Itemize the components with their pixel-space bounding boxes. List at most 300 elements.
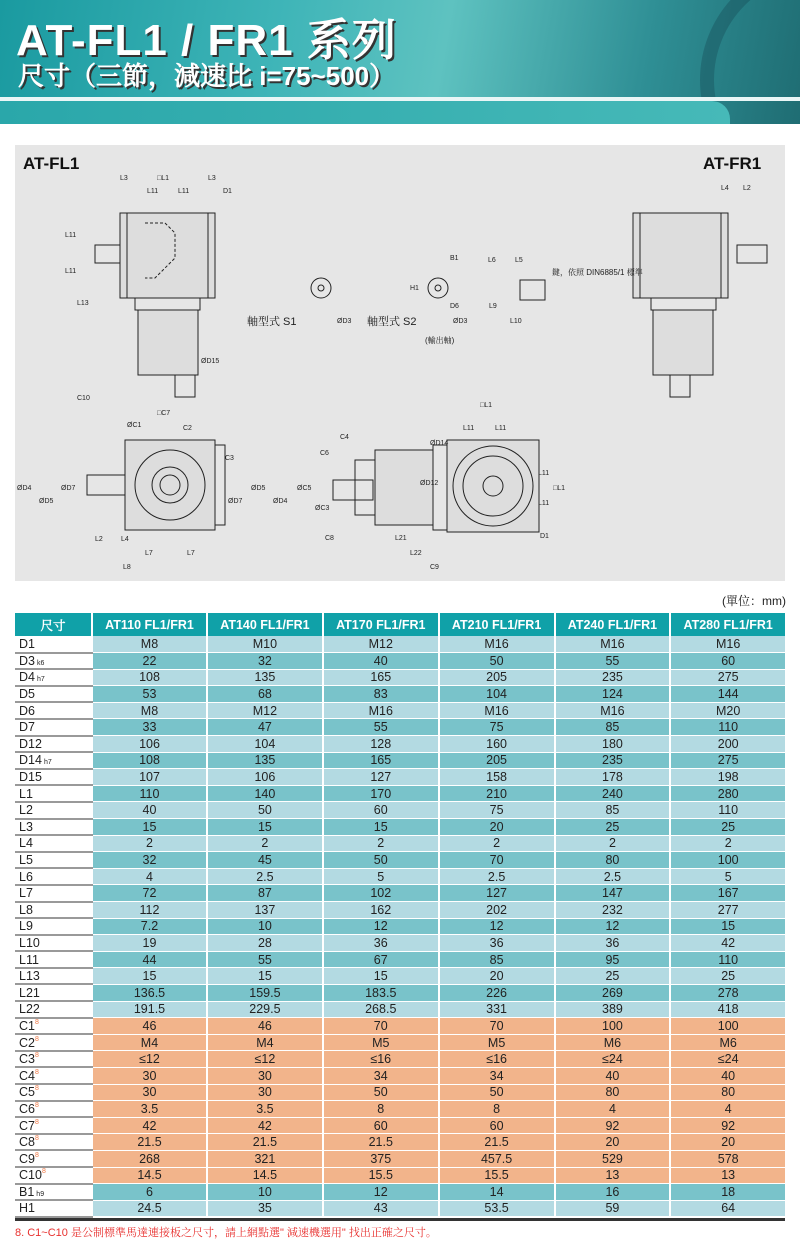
table-row [15,868,785,885]
table-cell: 15.5 [439,1167,555,1184]
row-label [15,802,92,819]
table-cell: 165 [323,752,439,769]
table-row [15,852,785,869]
table-cell: 10 [207,918,323,935]
table-row [15,785,785,802]
table-cell: 183.5 [323,984,439,1001]
table-cell: ≤24 [670,1051,785,1068]
drawing-svg [15,145,785,581]
dimension-label: □L1 [480,402,493,409]
row-label-text: L7 [19,886,33,901]
table-cell: 30 [207,1067,323,1084]
dimension-label: L4 [121,536,129,543]
row-label [15,984,92,1001]
dimension-label: L21 [395,535,407,542]
page-subtitle: 尺寸（三節，減速比 i=75~500） [18,61,396,91]
row-label [15,1117,92,1134]
dimension-label: L9 [489,303,497,310]
row-label-text: L13 [19,969,40,984]
row-label-text: C8 [19,1135,35,1150]
table-cell: 331 [439,1001,555,1018]
dimension-label: C8 [325,535,334,542]
table-cell: 8 [439,1101,555,1118]
row-label [15,902,92,919]
table-cell: 30 [207,1084,323,1101]
row-label-text: D14 [19,753,42,768]
row-label-text: L8 [19,902,33,917]
row-label [15,1101,92,1118]
table-cell: 110 [670,802,785,819]
table-cell: 55 [555,653,671,670]
row-label [15,1018,92,1035]
row-label [15,868,92,885]
column-header: AT170 FL1/FR1 [323,613,439,636]
right-title: AT-FR1 [703,154,762,173]
table-cell: 106 [92,736,207,753]
table-cell: 75 [439,802,555,819]
table-cell: 50 [207,802,323,819]
dimension-label: D1 [540,533,549,540]
row-label [15,1034,92,1051]
table-row [15,802,785,819]
dimension-label: L6 [488,257,496,264]
table-cell: 55 [323,719,439,736]
table-cell: 28 [207,935,323,952]
column-header: AT240 FL1/FR1 [555,613,671,636]
table-cell: 43 [323,1200,439,1217]
table-cell: 100 [555,1018,671,1035]
table-cell: 375 [323,1150,439,1167]
table-cell: 2 [670,835,785,852]
fr1-side-view [633,213,767,397]
table-cell: 205 [439,752,555,769]
table-cell: 53.5 [439,1200,555,1217]
row-label [15,1150,92,1167]
table-cell: 70 [323,1018,439,1035]
table-cell: 529 [555,1150,671,1167]
row-label-text: C5 [19,1085,35,1100]
tolerance: h7 [36,676,45,684]
table-cell: 80 [555,1084,671,1101]
table-cell: 40 [555,1067,671,1084]
table-cell: 158 [439,769,555,786]
table-cell: ≤16 [323,1051,439,1068]
row-label [15,785,92,802]
table-cell: 4 [555,1101,671,1118]
row-label-text: C2 [19,1035,35,1050]
key-note: 鍵，依照 DIN6885/1 標準 [552,268,643,277]
dimension-label: C6 [320,450,329,457]
table-cell: 15.5 [323,1167,439,1184]
table-cell: 20 [670,1134,785,1151]
row-label-text: D12 [19,736,42,751]
row-label [15,1200,92,1217]
table-cell: 108 [92,752,207,769]
table-cell: 80 [555,852,671,869]
table-cell: 92 [670,1117,785,1134]
table-cell: 104 [207,736,323,753]
table-cell: 205 [439,669,555,686]
table-cell: 15 [323,968,439,985]
table-row [15,1051,785,1068]
tolerance: h9 [36,1190,45,1198]
table-cell: 15 [92,819,207,836]
dimension-label: □C7 [157,410,171,417]
table-cell: 60 [439,1117,555,1134]
table-cell: 59 [555,1200,671,1217]
fl1-side-view [95,213,215,397]
table-cell: 226 [439,984,555,1001]
dimension-label: ØC3 [315,505,330,512]
table-cell: 13 [555,1167,671,1184]
table-cell: 34 [323,1067,439,1084]
row-label-text: C1 [19,1018,35,1033]
footnote-ref: 8 [34,1052,39,1060]
table-cell: M4 [207,1034,323,1051]
row-label [15,686,92,703]
table-cell: 34 [439,1067,555,1084]
table-cell: M16 [555,702,671,719]
table-row [15,819,785,836]
table-cell: 202 [439,902,555,919]
table-cell: M12 [207,702,323,719]
table-row [15,935,785,952]
table-cell: 14 [439,1184,555,1201]
table-cell: ≤16 [439,1051,555,1068]
footnote-ref: 8 [34,1035,39,1043]
row-label-text: D4 [19,670,35,685]
table-row [15,968,785,985]
table-cell: 87 [207,885,323,902]
row-label [15,968,92,985]
row-label [15,1184,92,1201]
table-cell: 240 [555,785,671,802]
dimension-label: L3 [208,175,216,182]
row-label-text: D6 [19,703,35,718]
table-cell: 46 [207,1018,323,1035]
table-cell: 102 [323,885,439,902]
table-cell: 3.5 [207,1101,323,1118]
table-cell: 21.5 [207,1134,323,1151]
table-cell: 110 [92,785,207,802]
table-row [15,951,785,968]
dimension-label: L8 [123,564,131,571]
table-row [15,1200,785,1217]
dimension-label: L11 [495,425,507,432]
table-cell: 159.5 [207,984,323,1001]
table-row [15,736,785,753]
table-cell: 167 [670,885,785,902]
table-cell: 42 [92,1117,207,1134]
row-label-text: L9 [19,919,33,934]
table-cell: 5 [670,868,785,885]
table-cell: 127 [439,885,555,902]
table-cell: 269 [555,984,671,1001]
table-cell: 40 [92,802,207,819]
table-cell: 170 [323,785,439,802]
dimension-label: L11 [538,470,550,477]
table-cell: 85 [555,719,671,736]
table-row [15,1001,785,1018]
table-cell: 13 [670,1167,785,1184]
table-cell: 70 [439,1018,555,1035]
dimension-label: L11 [147,188,159,195]
table-cell: 30 [92,1084,207,1101]
row-label [15,669,92,686]
table-cell: 277 [670,902,785,919]
table-row [15,752,785,769]
row-label [15,852,92,869]
page-title: AT-FL1 / FR1 系列 [16,16,397,65]
table-cell: 191.5 [92,1001,207,1018]
table-cell: 70 [439,852,555,869]
table-cell: 8 [323,1101,439,1118]
row-label [15,918,92,935]
table-cell: 44 [92,951,207,968]
table-cell: 127 [323,769,439,786]
table-cell: 20 [439,968,555,985]
dimension-label: ØD5 [39,498,54,505]
dimension-label: ØD7 [228,498,243,505]
dimension-label: L4 [721,185,729,192]
header-banner [0,0,800,124]
table-cell: 12 [439,918,555,935]
table-row [15,918,785,935]
table-cell: 268 [92,1150,207,1167]
table-cell: 321 [207,1150,323,1167]
table-cell: 160 [439,736,555,753]
table-cell: 20 [439,819,555,836]
row-label-text: D5 [19,687,35,702]
row-label [15,752,92,769]
table-cell: 83 [323,686,439,703]
corner-header: 尺寸 [15,613,92,636]
table-row [15,636,785,653]
footnote-ref: 8 [34,1151,39,1159]
row-label-text: L21 [19,985,40,1000]
table-cell: 36 [555,935,671,952]
tolerance: k6 [36,659,45,667]
table-cell: 389 [555,1001,671,1018]
footnote-ref: 8 [41,1168,46,1176]
table-cell: ≤12 [92,1051,207,1068]
table-cell: 110 [670,951,785,968]
row-label [15,1051,92,1068]
row-label-text: D1 [19,636,35,651]
table-cell: 18 [670,1184,785,1201]
table-cell: 35 [207,1200,323,1217]
table-cell: 100 [670,1018,785,1035]
table-cell: 16 [555,1184,671,1201]
row-label [15,702,92,719]
table-cell: 50 [323,852,439,869]
table-cell: 135 [207,752,323,769]
row-label-text: C4 [19,1068,35,1083]
table-cell: 12 [555,918,671,935]
table-cell: M6 [670,1034,785,1051]
table-cell: 3.5 [92,1101,207,1118]
dimension-label: ØD3 [453,318,468,325]
table-cell: 7.2 [92,918,207,935]
dimension-label: L11 [463,425,475,432]
table-row [15,669,785,686]
table-cell: 2 [92,835,207,852]
table-cell: 107 [92,769,207,786]
table-cell: 418 [670,1001,785,1018]
table-cell: 25 [555,819,671,836]
row-label [15,951,92,968]
table-cell: 50 [439,1084,555,1101]
table-cell: 2 [207,835,323,852]
table-cell: 47 [207,719,323,736]
dimension-label: D1 [223,188,232,195]
fl1-front-view [87,440,225,530]
table-cell: 36 [439,935,555,952]
table-cell: M8 [92,636,207,653]
table-cell: 21.5 [92,1134,207,1151]
column-header: AT110 FL1/FR1 [92,613,207,636]
table-cell: ≤12 [207,1051,323,1068]
table-cell: M16 [439,636,555,653]
table-cell: 2.5 [555,868,671,885]
table-cell: 60 [670,653,785,670]
table-cell: 32 [207,653,323,670]
table-cell: 180 [555,736,671,753]
table-cell: 110 [670,719,785,736]
row-label-text: L10 [19,935,40,950]
table-row [15,702,785,719]
table-cell: 42 [207,1117,323,1134]
dimension-label: H1 [410,285,419,292]
table-cell: 14.5 [207,1167,323,1184]
dimension-label: L11 [65,232,77,239]
dimension-label: L13 [77,300,89,307]
table-cell: 50 [439,653,555,670]
table-cell: 46 [92,1018,207,1035]
table-cell: 178 [555,769,671,786]
row-label-text: L2 [19,803,33,818]
row-label [15,819,92,836]
tolerance: h7 [43,759,52,767]
table-cell: M16 [670,636,785,653]
table-cell: 2 [555,835,671,852]
table-cell: 147 [555,885,671,902]
dimension-label: L7 [187,550,195,557]
table-cell: 136.5 [92,984,207,1001]
table-cell: 25 [670,968,785,985]
dimension-label: L11 [65,268,77,275]
table-cell: 280 [670,785,785,802]
table-cell: 229.5 [207,1001,323,1018]
dimension-label: ØD4 [273,498,288,505]
table-cell: 128 [323,736,439,753]
table-cell: 45 [207,852,323,869]
table-cell: M10 [207,636,323,653]
table-cell: 42 [670,935,785,952]
table-row [15,1101,785,1118]
row-label-text: D7 [19,720,35,735]
table-cell: 75 [439,719,555,736]
table-cell: 60 [323,1117,439,1134]
table-cell: 135 [207,669,323,686]
table-cell: 2 [439,835,555,852]
footnote-ref: 8 [34,1135,39,1143]
row-label-text: L22 [19,1002,40,1017]
table-cell: 85 [439,951,555,968]
table-cell: 210 [439,785,555,802]
table-cell: ≤24 [555,1051,671,1068]
row-label-text: L3 [19,819,33,834]
table-row [15,984,785,1001]
table-row [15,1018,785,1035]
table-cell: 33 [92,719,207,736]
dimension-label: ØD7 [61,485,76,492]
dimension-label: C2 [183,425,192,432]
table-cell: 144 [670,686,785,703]
row-label-text: B1 [19,1184,35,1199]
table-cell: 2.5 [207,868,323,885]
table-cell: 40 [323,653,439,670]
unit-label: (單位：mm) [722,594,786,608]
row-label-text: H1 [19,1201,35,1216]
table-cell: 235 [555,669,671,686]
table-cell: M16 [439,702,555,719]
table-cell: 55 [207,951,323,968]
table-cell: 67 [323,951,439,968]
banner-band [0,101,730,124]
row-label-text: L5 [19,853,33,868]
row-label-text: C10 [19,1168,42,1183]
table-cell: 25 [670,819,785,836]
table-cell: 30 [92,1067,207,1084]
table-cell: 20 [555,1134,671,1151]
table-cell: 275 [670,669,785,686]
dimension-label: L7 [145,550,153,557]
table-cell: M16 [555,636,671,653]
table-cell: 40 [670,1067,785,1084]
row-label-text: C9 [19,1151,35,1166]
table-row [15,1150,785,1167]
row-label [15,1167,92,1184]
table-row [15,1184,785,1201]
shaft-s2-label: 軸型式 S2 [367,316,417,328]
row-label [15,653,92,670]
table-cell: 4 [92,868,207,885]
table-cell: 50 [323,1084,439,1101]
row-label-text: L11 [19,952,39,967]
table-cell: 232 [555,902,671,919]
table-row [15,1034,785,1051]
table-row [15,1084,785,1101]
table-cell: 10 [207,1184,323,1201]
table-cell: 165 [323,669,439,686]
left-title: AT-FL1 [23,154,80,173]
table-cell: 15 [323,819,439,836]
table-row [15,885,785,902]
table-cell: 578 [670,1150,785,1167]
table-cell: 140 [207,785,323,802]
table-cell: 15 [207,968,323,985]
table-cell: 95 [555,951,671,968]
table-cell: 137 [207,902,323,919]
dimension-label: ØD3 [337,318,352,325]
row-label-text: D15 [19,770,42,785]
column-header: AT140 FL1/FR1 [207,613,323,636]
dimension-label: L10 [510,318,522,325]
dimension-label: B1 [450,255,459,262]
table-cell: 200 [670,736,785,753]
table-cell: 2.5 [439,868,555,885]
